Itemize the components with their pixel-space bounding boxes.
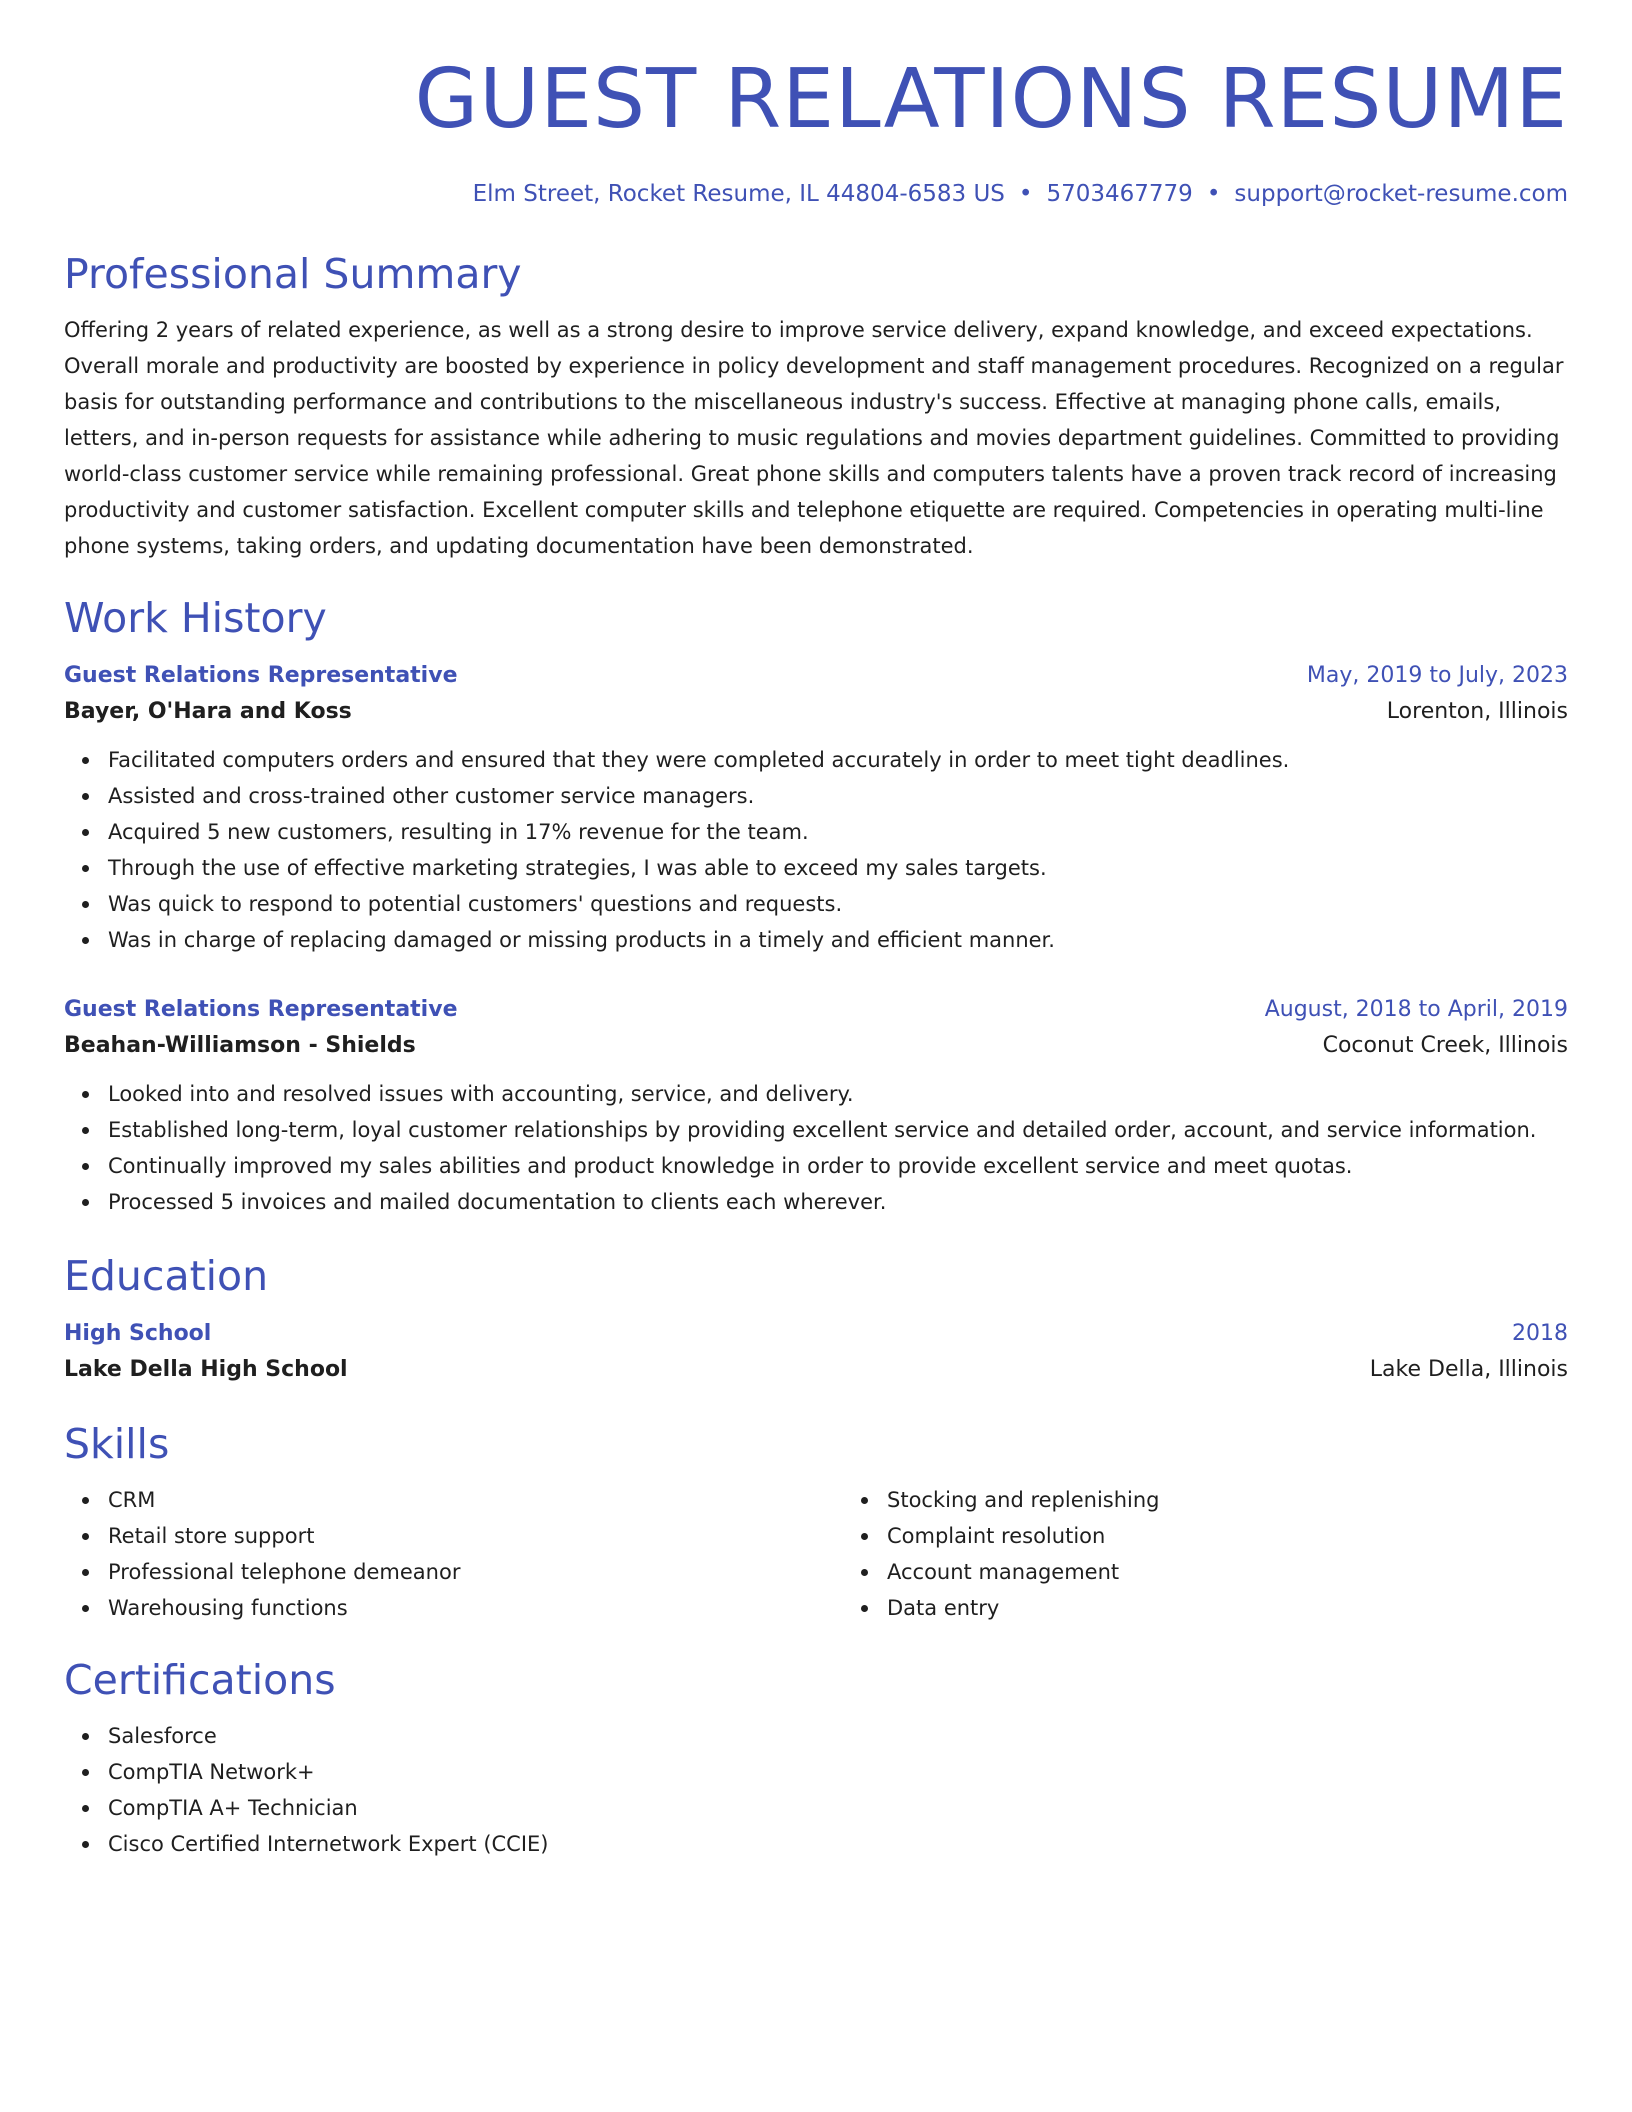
skill-item: Professional telephone demeanor bbox=[108, 1554, 843, 1590]
section-heading-certifications: Certifications bbox=[64, 1656, 336, 1704]
job-bullet: Established long-term, loyal customer relationships by providing excellent service and detailed order, account, and service information. bbox=[108, 1112, 1568, 1148]
job-bullet-list bbox=[64, 1076, 1568, 1220]
job-entry bbox=[64, 992, 1568, 1220]
job-bullet: Facilitated computers orders and ensured that they were completed accurately in order to meet tight deadlines. bbox=[108, 742, 1568, 778]
professional-summary-section bbox=[64, 248, 1568, 564]
summary-text: Offering 2 years of related experience, as well as a strong desire to improve service delivery, expand knowledge, and exceed expectations. Overall morale and productivity are boosted by experience in policy development and staff management procedures. Recognized on a regular basis for outstanding performance and contributions to the miscellaneous industry's success. Effective at managing phone calls, emails, letters, and in-person requests for assistance while adhering to music regulations and movies department guidelines. Committed to providing world-class customer service while remaining professional. Great phone skills and computers talents have a proven track record of increasing productivity and customer satisfaction. Excellent computer skills and telephone etiquette are required. Competencies in operating multi-line phone systems, taking orders, and updating documentation have been demonstrated. bbox=[64, 318, 1564, 558]
job-bullet: Assisted and cross-trained other customer service managers. bbox=[108, 778, 1568, 814]
certification-item: CompTIA A+ Technician bbox=[108, 1790, 1568, 1826]
job-title: Guest Relations Representative bbox=[64, 663, 458, 688]
contact-email: support@rocket-resume.com bbox=[1234, 181, 1568, 207]
skill-item: Account management bbox=[887, 1554, 1160, 1590]
certifications-section bbox=[64, 1654, 1568, 1862]
skills-list-left bbox=[64, 1482, 843, 1626]
job-bullet: Processed 5 invoices and mailed documentation to clients each wherever. bbox=[108, 1184, 1568, 1220]
section-heading-education: Education bbox=[64, 1252, 269, 1300]
job-title: Guest Relations Representative bbox=[64, 997, 458, 1022]
education-school-row bbox=[64, 1352, 1568, 1388]
certification-item: CompTIA Network+ bbox=[108, 1754, 1568, 1790]
section-heading-summary: Professional Summary bbox=[64, 250, 522, 298]
certification-item: Salesforce bbox=[108, 1718, 1568, 1754]
education-location: Lake Della, Illinois bbox=[1369, 1357, 1568, 1382]
skills-section bbox=[64, 1418, 1568, 1626]
contact-address: Elm Street, Rocket Resume, IL 44804-6583 US bbox=[472, 181, 1005, 207]
job-entry bbox=[64, 658, 1568, 958]
education-year: 2018 bbox=[1512, 1321, 1568, 1346]
job-bullet: Acquired 5 new customers, resulting in 17% revenue for the team. bbox=[108, 814, 1568, 850]
contact-separator: • bbox=[1018, 181, 1033, 207]
job-header-row bbox=[64, 992, 1568, 1028]
job-dates: August, 2018 to April, 2019 bbox=[1264, 997, 1568, 1022]
job-company-row bbox=[64, 694, 1568, 730]
skill-item: Warehousing functions bbox=[108, 1590, 843, 1626]
education-header-row bbox=[64, 1316, 1568, 1352]
job-bullet-list bbox=[64, 742, 1568, 958]
job-bullet: Looked into and resolved issues with accounting, service, and delivery. bbox=[108, 1076, 1568, 1112]
education-entry bbox=[64, 1316, 1568, 1388]
section-heading-work: Work History bbox=[64, 594, 327, 642]
job-header-row bbox=[64, 658, 1568, 694]
job-location: Coconut Creek, Illinois bbox=[1322, 1033, 1568, 1058]
certification-item: Cisco Certified Internetwork Expert (CCIE) bbox=[108, 1826, 1568, 1862]
job-bullet: Was quick to respond to potential customers' questions and requests. bbox=[108, 886, 1568, 922]
resume-title: GUEST RELATIONS RESUME bbox=[414, 52, 1568, 147]
work-history-section bbox=[64, 592, 1568, 1220]
job-company: Bayer, O'Hara and Koss bbox=[64, 699, 352, 724]
job-company: Beahan-Williamson - Shields bbox=[64, 1033, 416, 1058]
skills-list-right bbox=[843, 1482, 1160, 1626]
education-degree: High School bbox=[64, 1321, 212, 1346]
job-bullet: Continually improved my sales abilities and product knowledge in order to provide excellent service and meet quotas. bbox=[108, 1148, 1568, 1184]
job-bullet: Through the use of effective marketing strategies, I was able to exceed my sales targets. bbox=[108, 850, 1568, 886]
education-school: Lake Della High School bbox=[64, 1357, 348, 1382]
job-dates: May, 2019 to July, 2023 bbox=[1306, 663, 1568, 688]
skill-item: Retail store support bbox=[108, 1518, 843, 1554]
certifications-list bbox=[64, 1718, 1568, 1862]
job-bullet: Was in charge of replacing damaged or missing products in a timely and efficient manner. bbox=[108, 922, 1568, 958]
skill-item: Stocking and replenishing bbox=[887, 1482, 1160, 1518]
contact-phone: 5703467779 bbox=[1046, 181, 1193, 207]
skill-item: Complaint resolution bbox=[887, 1518, 1160, 1554]
contact-line bbox=[64, 178, 1568, 210]
skill-item: Data entry bbox=[887, 1590, 1160, 1626]
job-company-row bbox=[64, 1028, 1568, 1064]
skills-grid bbox=[64, 1482, 1568, 1626]
skill-item: CRM bbox=[108, 1482, 843, 1518]
job-location: Lorenton, Illinois bbox=[1386, 699, 1568, 724]
section-heading-skills: Skills bbox=[64, 1420, 170, 1468]
education-section bbox=[64, 1250, 1568, 1388]
contact-separator: • bbox=[1206, 181, 1221, 207]
